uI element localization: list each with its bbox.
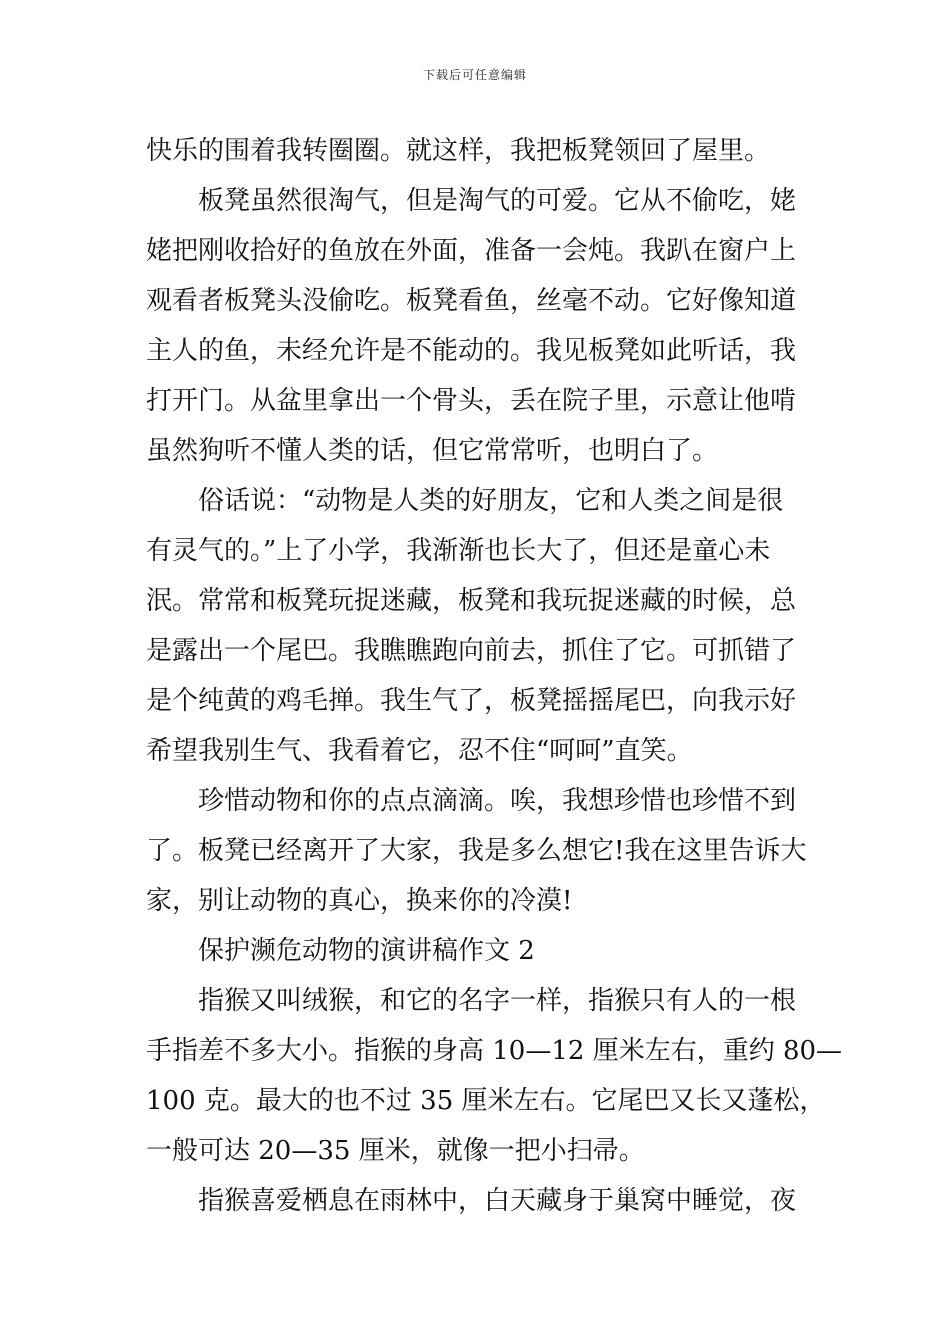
text-line: 一般可达 20—35 厘米，就像一把小扫帚。 [146,1136,645,1166]
text-line: 手指差不多大小。指猴的身高 10—12 厘米左右，重约 80— [146,1036,843,1066]
text-line: 虽然狗听不懂人类的话，但它常常听，也明白了。 [146,436,719,466]
text-line: 100 克。最大的也不过 35 厘米左右。它尾巴又长又蓬松， [146,1086,826,1116]
text-line: 泯。常常和板凳玩捉迷藏，板凳和我玩捉迷藏的时候，总 [146,586,797,616]
text-line: 主人的鱼，未经允许是不能动的。我见板凳如此听话，我 [146,336,797,366]
text-line: 打开门。从盆里拿出一个骨头，丢在院子里，示意让他啃 [146,386,797,416]
text-line: 希望我别生气、我看着它，忍不住“呵呵”直笑。 [146,736,693,766]
text-line: 了。板凳已经离开了大家，我是多么想它!我在这里告诉大 [146,836,807,866]
text-line: 是个纯黄的鸡毛掸。我生气了，板凳摇摇尾巴，向我示好 [146,686,797,716]
text-line: 家，别让动物的真心，换来你的冷漠! [146,886,573,916]
page-header: 下载后可任意编辑 [422,68,527,82]
text-line: 姥把刚收拾好的鱼放在外面，准备一会炖。我趴在窗户上 [146,236,797,266]
text-line: 快乐的围着我转圈圈。就这样，我把板凳领回了屋里。 [146,136,771,166]
text-line: 指猴喜爱栖息在雨林中，白天藏身于巢窝中睡觉，夜 [198,1186,797,1216]
text-line: 有灵气的。”上了小学，我渐渐也长大了，但还是童心未 [146,536,771,566]
text-line: 观看者板凳头没偷吃。板凳看鱼，丝毫不动。它好像知道 [146,286,797,316]
text-line: 板凳虽然很淘气，但是淘气的可爱。它从不偷吃，姥 [198,186,797,216]
text-line: 是露出一个尾巴。我瞧瞧跑向前去，抓住了它。可抓错了 [146,636,797,666]
text-line: 珍惜动物和你的点点滴滴。唉，我想珍惜也珍惜不到 [198,786,797,816]
document-body [146,126,843,1226]
text-line: 俗话说：“动物是人类的好朋友，它和人类之间是很 [198,486,784,516]
section-heading: 保护濒危动物的演讲稿作文 2 [198,936,535,966]
text-line: 指猴又叫绒猴，和它的名字一样，指猴只有人的一根 [198,986,797,1016]
